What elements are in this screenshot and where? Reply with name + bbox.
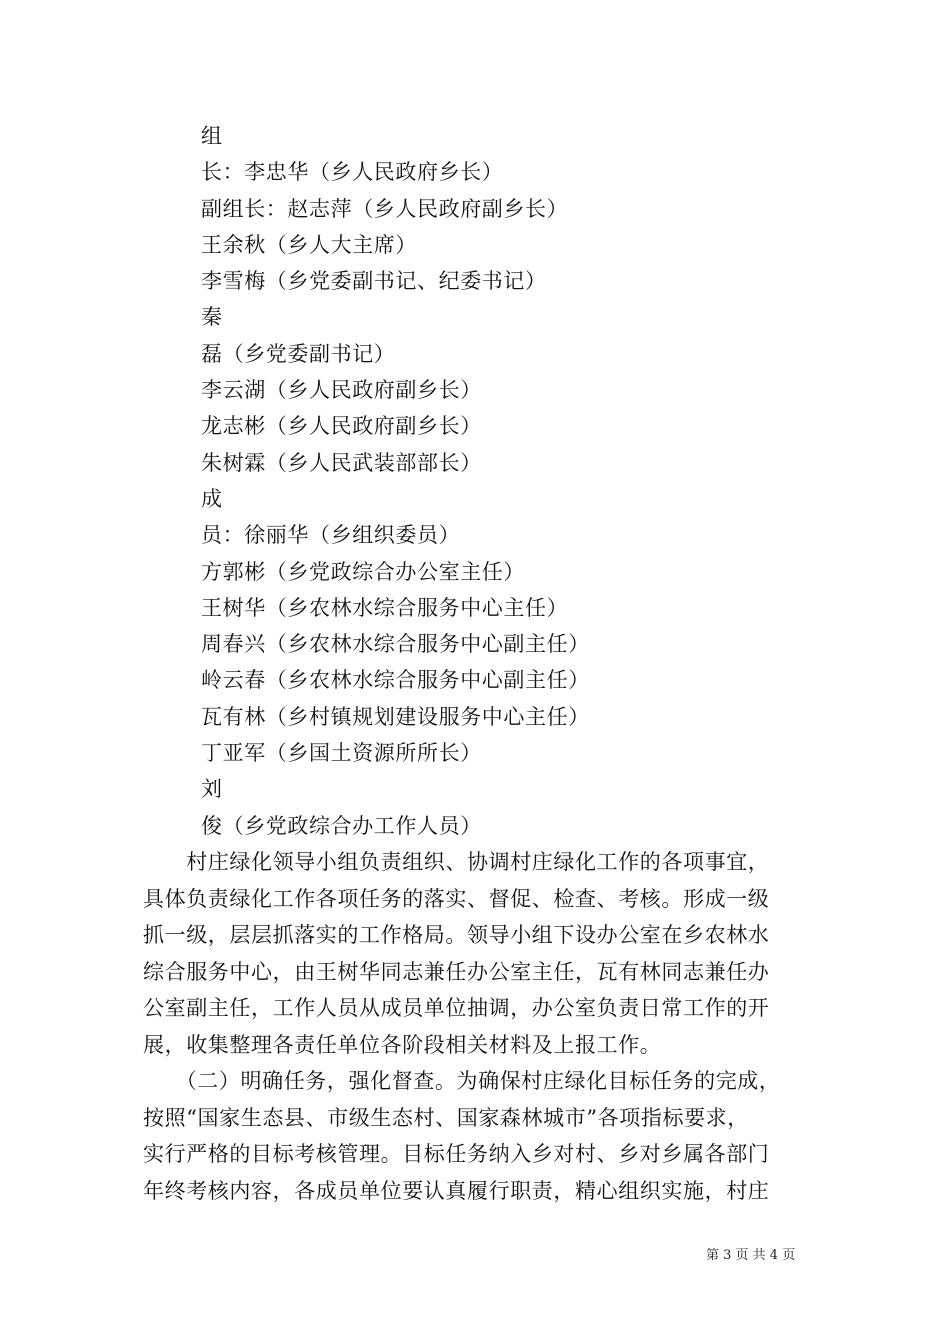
list-line: 周春兴（乡农林水综合服务中心副主任） bbox=[201, 632, 590, 657]
list-line: 李雪梅（乡党委副书记、纪委书记） bbox=[201, 269, 547, 294]
paragraph-line: 抓一级，层层抓落实的工作格局。领导小组下设办公室在乡农林水 bbox=[143, 923, 770, 947]
list-line: 刘 bbox=[201, 777, 223, 802]
paragraph-line: 年终考核内容，各成员单位要认真履行职责，精心组织实施，村庄 bbox=[143, 1178, 770, 1203]
list-line: 副组长：赵志萍（乡人民政府副乡长） bbox=[201, 196, 569, 221]
paragraph-line: 具体负责绿化工作各项任务的落实、督促、检查、考核。形成一级 bbox=[143, 886, 770, 911]
list-line: 岭云春（乡农林水综合服务中心副主任） bbox=[201, 668, 590, 693]
list-line: 长：李忠华（乡人民政府乡长） bbox=[201, 160, 504, 185]
list-line: 磊（乡党委副书记） bbox=[201, 341, 396, 366]
list-line: 王余秋（乡人大主席） bbox=[201, 232, 417, 257]
list-line: 王树华（乡农林水综合服务中心主任） bbox=[201, 595, 569, 620]
paragraph-line: 展，收集整理各责任单位各阶段相关材料及上报工作。 bbox=[143, 1032, 662, 1057]
list-line: 俊（乡党政综合办工作人员） bbox=[201, 813, 482, 838]
paragraph-line: （二）明确任务，强化督查。为确保村庄绿化目标任务的完成， bbox=[143, 1069, 781, 1093]
page-number-footer: 第 3 页 共 4 页 bbox=[706, 1248, 796, 1263]
paragraph-line: 按照“国家生态县、市级生态村、国家森林城市”各项指标要求， bbox=[143, 1105, 749, 1130]
paragraph-line: 综合服务中心，由王树华同志兼任办公室主任，瓦有林同志兼任办 bbox=[143, 959, 770, 984]
list-line: 丁亚军（乡国土资源所所长） bbox=[201, 741, 482, 766]
list-line: 李云湖（乡人民政府副乡长） bbox=[201, 378, 482, 403]
paragraph-line: 村庄绿化领导小组负责组织、协调村庄绿化工作的各项事宜， bbox=[143, 850, 770, 874]
body-paragraph-tasks bbox=[143, 1063, 818, 1209]
list-line: 瓦有林（乡村镇规划建设服务中心主任） bbox=[201, 704, 590, 729]
list-line: 方郭彬（乡党政综合办公室主任） bbox=[201, 559, 525, 584]
body-paragraph-responsibilities bbox=[143, 844, 818, 1063]
list-line: 组 bbox=[201, 124, 223, 148]
list-line: 龙志彬（乡人民政府副乡长） bbox=[201, 414, 482, 439]
paragraph-line: 实行严格的目标考核管理。目标任务纳入乡对村、乡对乡属各部门 bbox=[143, 1142, 770, 1166]
leadership-member-list bbox=[201, 118, 841, 844]
list-line: 朱树霖（乡人民武装部部长） bbox=[201, 450, 482, 475]
paragraph-line: 公室副主任，工作人员从成员单位抽调，办公室负责日常工作的开 bbox=[143, 996, 770, 1020]
list-line: 秦 bbox=[201, 305, 223, 330]
list-line: 员：徐丽华（乡组织委员） bbox=[201, 523, 461, 548]
list-line: 成 bbox=[201, 486, 223, 511]
